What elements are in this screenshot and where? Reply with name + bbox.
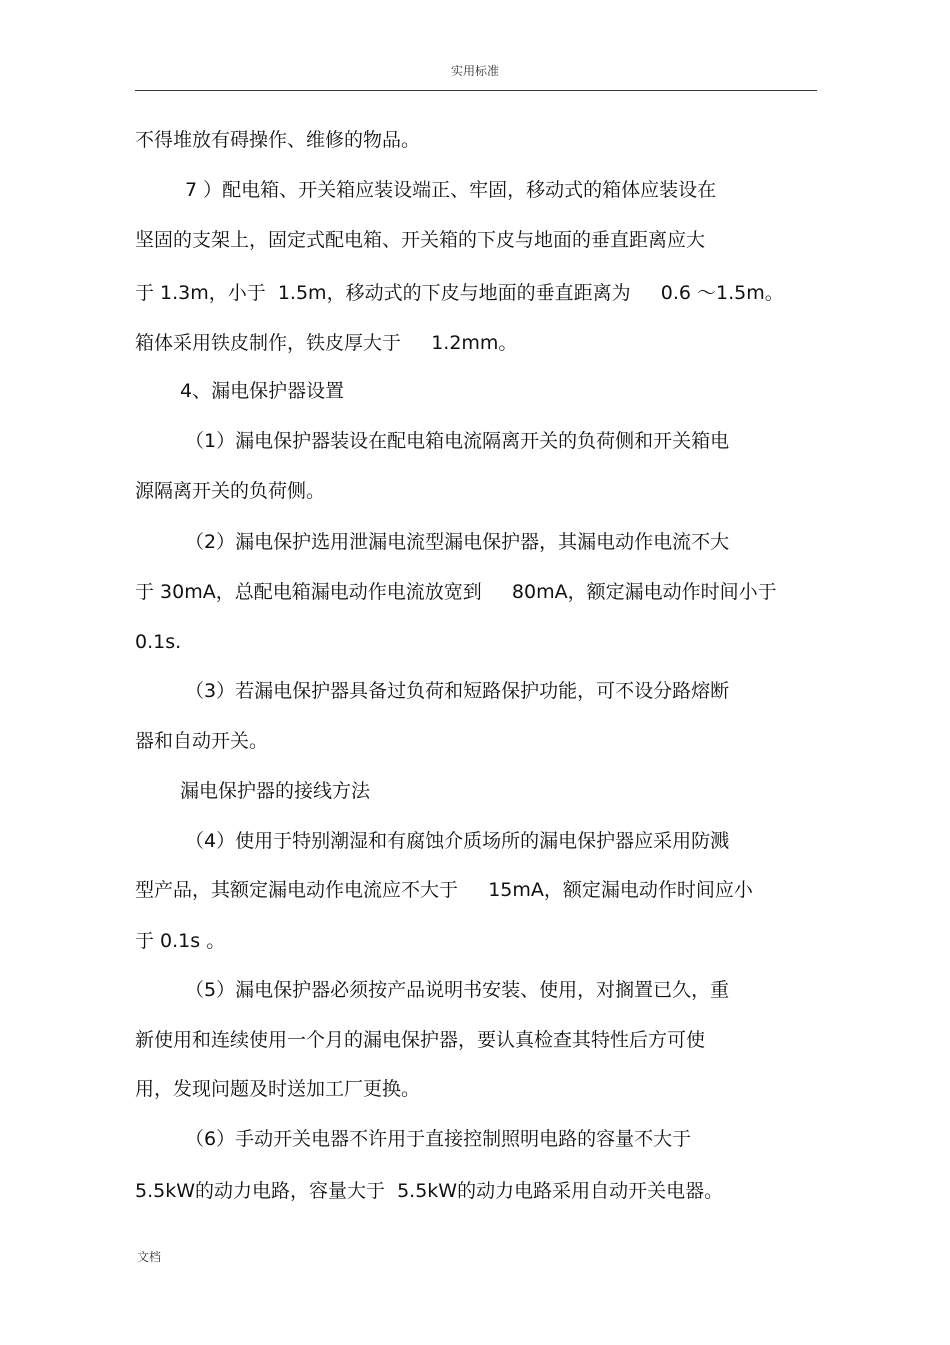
section-heading: 4、漏电保护器设置 <box>180 380 345 402</box>
header-divider <box>135 90 817 91</box>
text-line: 7 ）配电箱、开关箱应装设端正、牢固，移动式的箱体应装设在 <box>185 179 717 201</box>
text-line: 0.1s. <box>135 631 182 653</box>
text-line: 于 1.3m，小于 1.5m，移动式的下皮与地面的垂直距离为 0.6 ～1.5m。 <box>135 282 784 304</box>
text-line: （2）漏电保护选用泄漏电流型漏电保护器，其漏电动作电流不大 <box>185 531 730 553</box>
footer-label: 文档 <box>137 1250 162 1264</box>
text-line: （1）漏电保护器装设在配电箱电流隔离开关的负荷侧和开关箱电 <box>185 430 730 452</box>
text-line: 不得堆放有碍操作、维修的物品。 <box>135 129 421 151</box>
text-line: 于 30mA，总配电箱漏电动作电流放宽到 80mA，额定漏电动作时间小于 <box>135 581 777 603</box>
text-line: 型产品，其额定漏电动作电流应不大于 15mA，额定漏电动作时间应小 <box>135 879 753 901</box>
text-line: 5.5kW的动力电路，容量大于 5.5kW的动力电路采用自动开关电器。 <box>135 1180 724 1202</box>
text-line: 新使用和连续使用一个月的漏电保护器，要认真检查其特性后方可使 <box>135 1029 706 1051</box>
text-line: （4）使用于特别潮湿和有腐蚀介质场所的漏电保护器应采用防溅 <box>185 830 730 852</box>
text-line: 用，发现问题及时送加工厂更换。 <box>135 1078 421 1100</box>
text-line: 源隔离开关的负荷侧。 <box>135 480 326 502</box>
subsection-heading: 漏电保护器的接线方法 <box>180 780 371 802</box>
text-line: 箱体采用铁皮制作，铁皮厚大于 1.2mm。 <box>135 332 518 354</box>
text-line: 于 0.1s 。 <box>135 930 226 952</box>
text-line: 坚固的支架上，固定式配电箱、开关箱的下皮与地面的垂直距离应大 <box>135 229 706 251</box>
text-line: （5）漏电保护器必须按产品说明书安装、使用，对搁置已久，重 <box>185 979 730 1001</box>
text-line: （3）若漏电保护器具备过负荷和短路保护功能，可不设分路熔断 <box>185 680 730 702</box>
text-line: 器和自动开关。 <box>135 730 269 752</box>
header-title: 实用标准 <box>450 64 499 78</box>
text-line: （6）手动开关电器不许用于直接控制照明电路的容量不大于 <box>185 1128 692 1150</box>
